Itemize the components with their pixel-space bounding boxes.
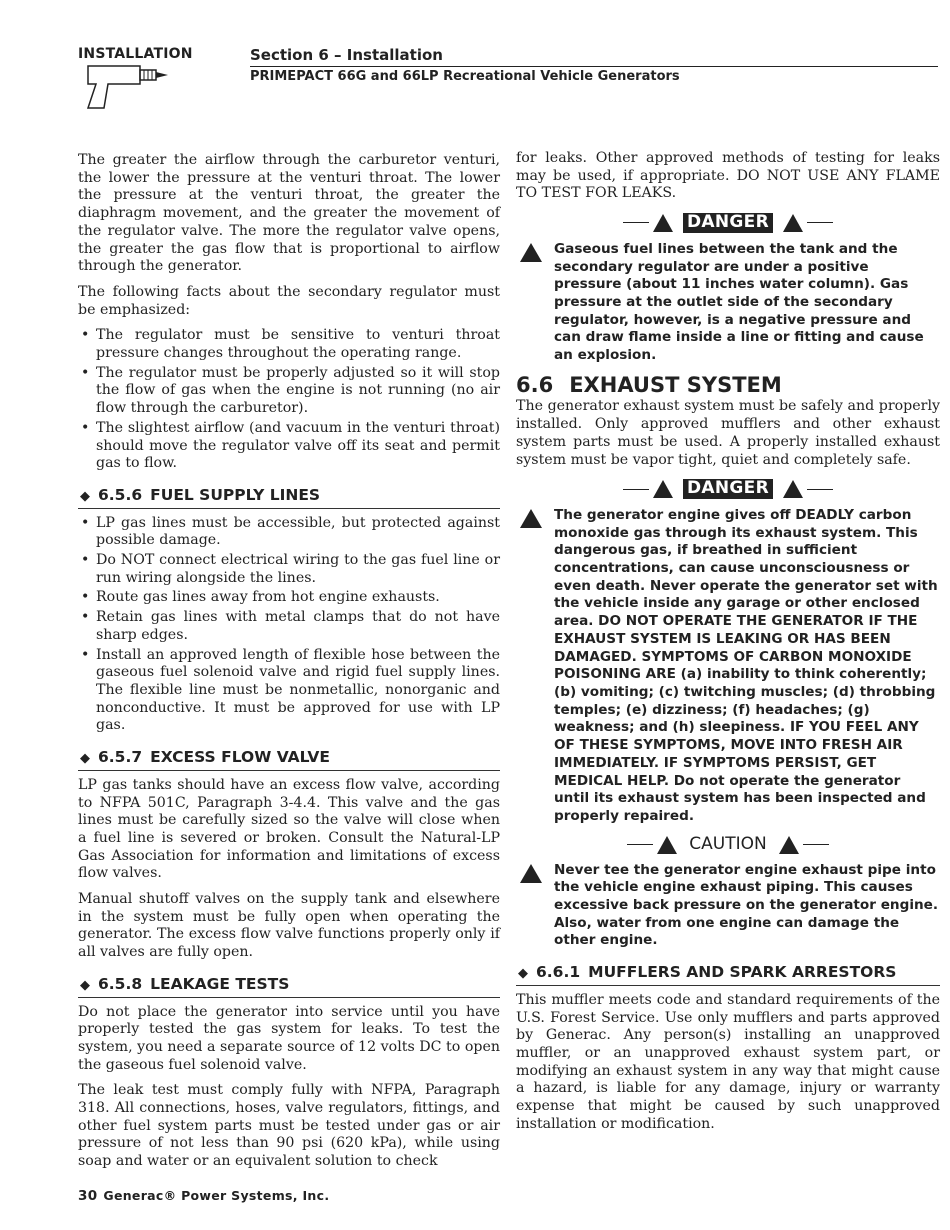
list-item: • Route gas lines away from hot engine exhausts. [78,589,500,607]
diamond-bullet-icon: ◆ [518,966,528,982]
body-paragraph: Do not place the generator into service until you have properly tested the gas system for leaks. To test the system, you need a separate source of 12 volts DC to open the gaseous fuel solenoid valve. [78,1003,500,1073]
body-paragraph: The leak test must comply fully with NFPA, Paragraph 318. All connections, hoses, valve regulators, fittings, and other fuel system parts must be tested under gas or air pressure of not less than 90 psi (620 kPa), while using soap and water or an equivalent solution to check [78,1082,500,1170]
body-paragraph: Manual shutoff valves on the supply tank and elsewhere in the system must be fully open when operating the generator. The excess flow valve functions properly only if all valves are fully open. [78,891,500,961]
caution-label: CAUTION [689,833,767,854]
section-heading-6-6-1: ◆ 6.6.1 MUFFLERS AND SPARK ARRESTORS [516,958,940,986]
manual-subtitle: PRIMEPACT 66G and 66LP Recreational Vehicle Generators [250,69,680,84]
warning-triangle-icon [657,836,677,854]
page-footer [78,1188,329,1204]
section-heading-6-5-7: ◆ 6.5.7 EXCESS FLOW VALVE [78,743,500,771]
body-paragraph: LP gas tanks should have an excess flow valve, according to NFPA 501C, Paragraph 3-4.4. This valve and the gas lines must be carefully sized so the valve will close when a fuel line is severed or broken. Consult the Natural-LP Gas Association for information and limitations of excess flow valves. [78,776,500,882]
body-paragraph: for leaks. Other approved methods of testing for leaks may be used, if appropriate. DO NOT USE ANY FLAME TO TEST FOR LEAKS. [516,150,940,202]
regulator-facts-list [78,327,500,473]
danger-message: Gaseous fuel lines between the tank and the secondary regulator are under a positive pressure (about 11 inches water column). Gas pressure at the outlet side of the secondary regulator, however, is a negative pressure and can draw flame inside a line or fitting and cause an explosion. [516,241,940,365]
warning-triangle-icon [520,243,542,262]
diamond-bullet-icon: ◆ [80,977,90,993]
danger-banner [516,213,940,233]
warning-triangle-icon [520,509,542,528]
danger-banner [516,479,940,499]
caution-message: Never tee the generator engine exhaust pipe into the vehicle engine exhaust piping. This causes excessive back pressure on the generator engine. Also, water from one engine can damage the other engine. [516,862,940,951]
diamond-bullet-icon: ◆ [80,751,90,767]
list-item: • Install an approved length of flexible hose between the gaseous fuel solenoid valve and rigid fuel supply lines. The flexible line must be nonmetallic, nonorganic and nonconductive. It must be approved for use with LP gas. [78,647,500,736]
page-number: 30 [78,1188,98,1204]
intro-paragraph: The greater the airflow through the carburetor venturi, the lower the pressure at the venturi throat. The lower the pressure at the venturi throat, the greater the diaphragm movement, and the greater the movement of the regulator valve. The more the regulator valve opens, the greater the gas flow that is proportional to airflow through the generator. [78,152,500,275]
section-title: Section 6 – Installation [250,46,443,64]
drill-icon [82,62,172,112]
list-item: • The slightest airflow (and vacuum in the venturi throat) should move the regulator valve off its seat and permit gas to flow. [78,420,500,473]
danger-label: DANGER [683,479,773,499]
intro-paragraph: The following facts about the secondary regulator must be emphasized: [78,283,500,318]
section-tag: INSTALLATION [78,46,193,62]
list-item: • LP gas lines must be accessible, but protected against possible damage. [78,515,500,550]
warning-triangle-icon [779,836,799,854]
warning-triangle-icon [783,480,803,498]
body-paragraph: The generator exhaust system must be safely and properly installed. Only approved mufflers and other exhaust system parts must be used. A properly installed exhaust system must be vapor tight, quiet and completely safe. [516,398,940,468]
danger-message: The generator engine gives off DEADLY carbon monoxide gas through its exhaust system. This dangerous gas, if breathed in sufficient concentrations, can cause unconsciousness or even death. Never operate the generator set with the vehicle inside any garage or other enclosed area. DO NOT OPERATE THE GENERATOR IF THE EXHAUST SYSTEM IS LEAKING OR HAS BEEN DAMAGED. SYMPTOMS OF CARBON MONOXIDE POISONING ARE (a) inability to think coherently; (b) vomiting; (c) twitching muscles; (d) throbbing temples; (e) dizziness; (f) headaches; (g) weakness; and (h) sleepiness. IF YOU FEEL ANY OF THESE SYMPTOMS, MOVE INTO FRESH AIR IMMEDIATELY. IF SYMPTOMS PERSIST, GET MEDICAL HELP. Do not operate the generator until its exhaust system has been inspected and properly repaired. [516,507,940,826]
list-item: • Do NOT connect electrical wiring to the gas fuel line or run wiring alongside the lines. [78,552,500,587]
warning-triangle-icon [783,214,803,232]
section-heading-6-5-6: ◆ 6.5.6 FUEL SUPPLY LINES [78,481,500,509]
warning-triangle-icon [653,480,673,498]
warning-triangle-icon [653,214,673,232]
body-paragraph: This muffler meets code and standard requirements of the U.S. Forest Service. Use only mufflers and parts approved by Generac. Any person(s) installing an unapproved muffler, or an unapproved exhaust system part, or modifying an exhaust system in any way that might cause a hazard, is liable for any damage, injury or warranty expense that might be caused by such unapproved installation or modification. [516,991,940,1132]
danger-label: DANGER [683,213,773,233]
section-heading-6-6: 6.6 EXHAUST SYSTEM [516,372,782,397]
list-item: • Retain gas lines with metal clamps that do not have sharp edges. [78,609,500,644]
fuel-supply-list [78,515,500,735]
caution-banner [516,833,940,854]
left-column [78,152,500,1179]
right-column [516,150,940,1141]
list-item: • The regulator must be properly adjusted so it will stop the flow of gas when the engine is not running (no air flow through the carburetor). [78,365,500,418]
header-rule [250,66,938,67]
section-heading-6-5-8: ◆ 6.5.8 LEAKAGE TESTS [78,970,500,998]
company-name: Generac® Power Systems, Inc. [103,1188,330,1203]
list-item: • The regulator must be sensitive to venturi throat pressure changes throughout the operating range. [78,327,500,362]
diamond-bullet-icon: ◆ [80,488,90,504]
warning-triangle-icon [520,864,542,883]
